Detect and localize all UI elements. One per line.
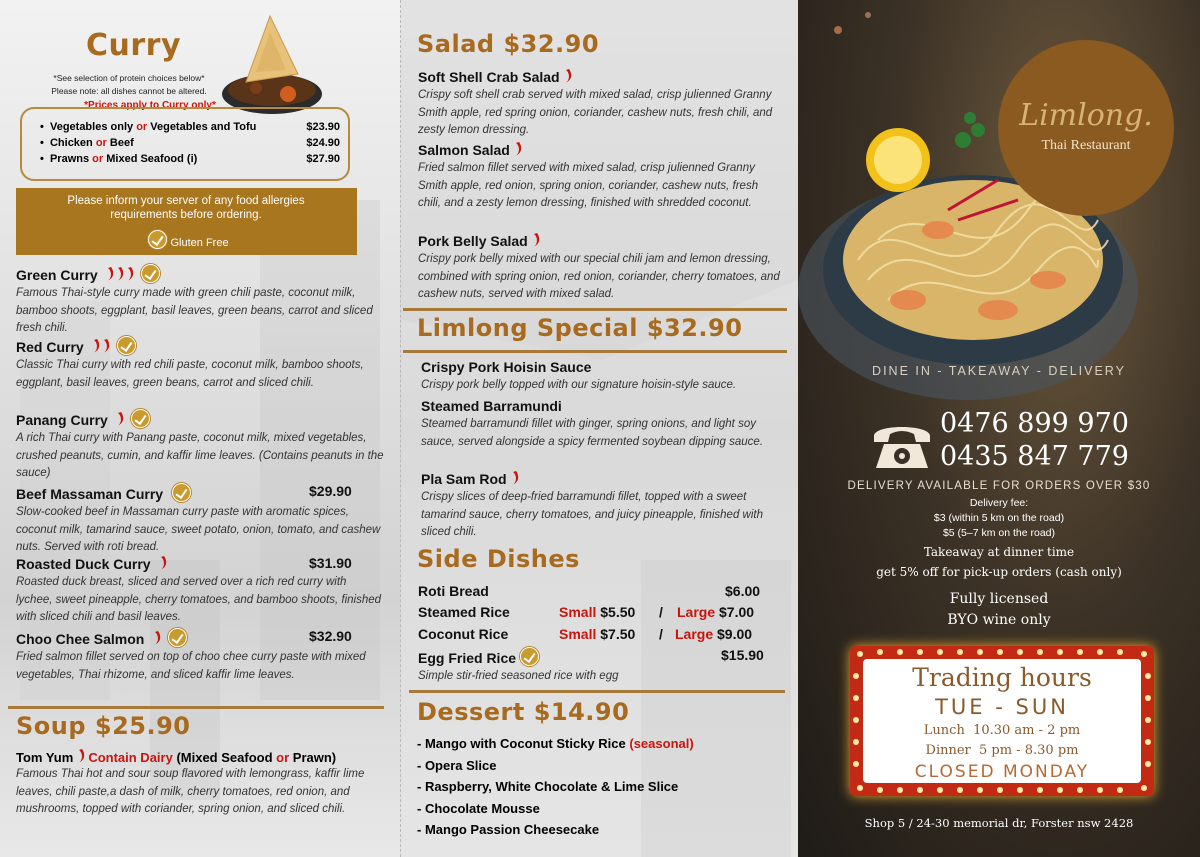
item-name: Crispy Pork Hoisin Sauce (421, 359, 592, 375)
item-name: Red Curry (16, 339, 84, 355)
gluten-free-icon (131, 409, 150, 428)
item-description: Fried salmon fillet served with mixed salad, crisp julienned Granny Smith apple, red onion, spring onion, coriander, cashew nuts, fresh chili, and a zesty lemon dressing, finished with shredded coconut. (418, 162, 759, 209)
chili-icon (152, 630, 164, 646)
chili-icon (513, 141, 525, 157)
restaurant-logo (998, 40, 1174, 216)
side-item-roti: Roti Bread $6.00 (418, 583, 761, 599)
item-description: Simple stir-fried seasoned rice with egg (418, 670, 619, 682)
item-description: Famous Thai-style curry made with green chili paste, coconut milk, bamboo shoots, eggplant, basil leaves, green beans, carrot and sliced fresh chili. (16, 287, 373, 334)
salad-special-panel (400, 0, 798, 857)
hours-lunch: Lunch 10.30 am - 2 pm (923, 723, 1081, 738)
curry-item-massaman (16, 483, 386, 557)
item-description: Crispy pork belly topped with our signature hoisin-style sauce. (421, 379, 737, 391)
chili-icon (115, 411, 127, 427)
chili-icon (158, 555, 170, 571)
licensed-line-1: Fully licensed (949, 591, 1049, 607)
item-name: Salmon Salad (418, 142, 510, 158)
protein-option: • Chicken or Beef $24.90 (40, 137, 340, 149)
curry-item-green (16, 264, 386, 338)
item-name: Pla Sam Rod (421, 471, 507, 487)
item-name: Steamed Barramundi (421, 398, 562, 414)
delivery-fee-title: Delivery fee: (969, 497, 1029, 509)
chili-icon (563, 68, 575, 84)
soup-title: Soup $25.90 (16, 712, 191, 740)
hours-closed: CLOSED MONDAY (914, 762, 1090, 782)
protein-option: • Vegetables only or Vegetables and Tofu $23.90 (40, 121, 340, 133)
side-item-egg-fried-rice: Egg Fried Rice $15.90 Simple stir-fried seasoned rice with egg (418, 647, 788, 686)
item-name: Choo Chee Salmon (16, 631, 145, 647)
chili-icon (531, 232, 543, 248)
service-types: DINE IN - TAKEAWAY - DELIVERY (872, 364, 1126, 378)
curry-note-1: *See selection of protein choices below* (53, 73, 205, 83)
gluten-free-icon (148, 230, 167, 249)
hours-dinner: Dinner 5 pm - 8.30 pm (925, 743, 1079, 758)
item-name: Roasted Duck Curry (16, 556, 151, 572)
special-item (421, 470, 793, 542)
item-description: Classic Thai curry with red chili paste, coconut milk, bamboo shoots, eggplant, basil leaves, green beans, carrot and sliced chili. (16, 359, 364, 389)
gluten-free-legend: Gluten Free (16, 230, 357, 249)
item-description: Crispy slices of deep-fried barramundi fillet, topped with a sweet tamarind sauce, cherry tomatoes, and juicy pineapple, finished with sliced chili. (421, 491, 763, 538)
item-price: $31.90 (309, 555, 352, 571)
item-name: Panang Curry (16, 412, 108, 428)
gluten-free-icon (141, 264, 160, 283)
item-description: Steamed barramundi fillet with ginger, spring onions, and light soy sauce, served alongside a spicy fermented soybean dipping sauce. (421, 418, 764, 448)
special-top-divider (403, 308, 787, 311)
logo-subtitle: Thai Restaurant (1041, 138, 1131, 153)
sides-title: Side Dishes (417, 545, 580, 573)
address: Shop 5 / 24-30 memorial dr, Forster nsw 2428 (864, 816, 1134, 830)
trading-hours-sign (850, 646, 1154, 796)
chili-icon (91, 338, 113, 354)
soup-item-line: Tom Yum Contain Dairy (Mixed Seafood or Prawn) (16, 750, 337, 765)
allergy-text: Please inform your server of any food allergies requirements before ordering. (67, 195, 305, 221)
salad-title: Salad $32.90 (417, 30, 600, 58)
gluten-free-icon (117, 336, 136, 355)
item-name: Beef Massaman Curry (16, 486, 164, 502)
item-price: $32.90 (309, 628, 352, 644)
salad-item (418, 232, 783, 304)
side-item-coconut-rice: Coconut Rice Small $7.50 / Large $9.00 (418, 626, 753, 642)
delivery-fee-1: $3 (within 5 km on the road) (933, 512, 1065, 524)
trading-hours-board (863, 659, 1141, 783)
phone-number-2[interactable]: 0435 847 779 (940, 441, 1129, 472)
salad-item (418, 141, 783, 213)
dairy-warning: Contain Dairy (88, 750, 173, 765)
gluten-free-icon (520, 647, 539, 666)
special-item (421, 398, 793, 451)
curry-item-panang (16, 409, 386, 483)
dessert-divider (409, 690, 785, 693)
special-item (421, 359, 791, 395)
phone-number-1[interactable]: 0476 899 970 (940, 408, 1129, 439)
soup-divider (8, 706, 384, 709)
dessert-list (417, 736, 787, 844)
curry-note-2: Please note: all dishes cannot be altered. (51, 86, 207, 96)
dessert-item: - Mango Passion Cheesecake (417, 822, 600, 837)
curry-panel (0, 0, 400, 857)
hours-title: Trading hours (912, 663, 1092, 692)
licensed-line-2: BYO wine only (947, 612, 1051, 628)
curry-item-duck (16, 555, 386, 627)
protein-choice-box (20, 107, 350, 181)
item-description: Crispy pork belly mixed with our special chili jam and lemon dressing, combined with spring onion, red onion, coriander, cherry tomatoes, and cashew nuts, served with mixed salad. (418, 253, 780, 300)
chili-icon (76, 748, 88, 764)
item-description: Fried salmon fillet served on top of choo chee curry paste with mixed vegetables, Thai rhizome, and sliced kaffir lime leaves. (16, 651, 366, 681)
allergy-notice (16, 188, 357, 255)
salad-item (418, 68, 778, 140)
item-name: Pork Belly Salad (418, 233, 528, 249)
side-item-steamed-rice: Steamed Rice Small $5.50 / Large $7.00 (418, 604, 755, 620)
soup-description: Famous Thai hot and sour soup flavored with lemongrass, kaffir lime leaves, chili paste,a dash of milk, cherry tomatoes, red onion, and mushrooms, topped with coriander, spring onion, and sliced chili. (16, 768, 365, 815)
telephone-icon (870, 420, 934, 472)
takeaway-line-1: Takeaway at dinner time (923, 545, 1075, 559)
item-description: Slow-cooked beef in Massaman curry paste with aromatic spices, coconut milk, tamarind sauce, sweet potato, onion, tomato, and cashew nuts. Served with roti bread. (16, 506, 381, 553)
delivery-minimum: DELIVERY AVAILABLE FOR ORDERS OVER $30 (847, 480, 1151, 492)
soup-name: Tom Yum (16, 750, 74, 765)
curry-item-red (16, 336, 386, 392)
dessert-item: - Raspberry, White Chocolate & Lime Slice (417, 779, 679, 794)
chili-icon (510, 470, 522, 486)
item-price: $29.90 (309, 483, 352, 499)
item-name: Soft Shell Crab Salad (418, 69, 560, 85)
dessert-item: - Mango with Coconut Sticky Rice (seasonal) (417, 736, 694, 751)
item-description: Crispy soft shell crab served with mixed salad, crisp julienned Granny Smith apple, red spring onion, coriander, cashew nuts, fresh chili, and zesty lemon dressing. (418, 89, 773, 136)
takeaway-line-2: get 5% off for pick-up orders (cash only) (876, 565, 1122, 579)
gluten-free-icon (168, 628, 187, 647)
item-description: Roasted duck breast, sliced and served over a rich red curry with lychee, sweet pineapple, cherry tomatoes, and bamboo shoots, finished with sliced chili and basil leaves. (16, 576, 382, 623)
special-bottom-divider (403, 350, 787, 353)
delivery-fee-2: $5 (5–7 km on the road) (942, 527, 1056, 539)
logo-script: Limlong. (1019, 98, 1153, 133)
dessert-item: - Opera Slice (417, 757, 497, 773)
hours-days: TUE - SUN (935, 695, 1069, 719)
chili-icon (105, 266, 137, 282)
curry-item-salmon (16, 628, 386, 684)
item-name: Green Curry (16, 267, 98, 283)
curry-note-3: *Prices apply to Curry only* (84, 100, 216, 111)
protein-option: • Prawns or Mixed Seafood (i) $27.90 (40, 153, 340, 165)
dessert-item: - Chocolate Mousse (417, 800, 540, 816)
gluten-free-icon (172, 483, 191, 502)
special-title: Limlong Special $32.90 (417, 314, 743, 342)
item-description: A rich Thai curry with Panang paste, coconut milk, mixed vegetables, crushed peanuts, cumin, and kaffir lime leaves. (Contains peanuts in the sauce) (16, 432, 384, 479)
dessert-title: Dessert $14.90 (417, 698, 630, 726)
info-panel (798, 0, 1200, 857)
curry-title: Curry (86, 28, 182, 63)
